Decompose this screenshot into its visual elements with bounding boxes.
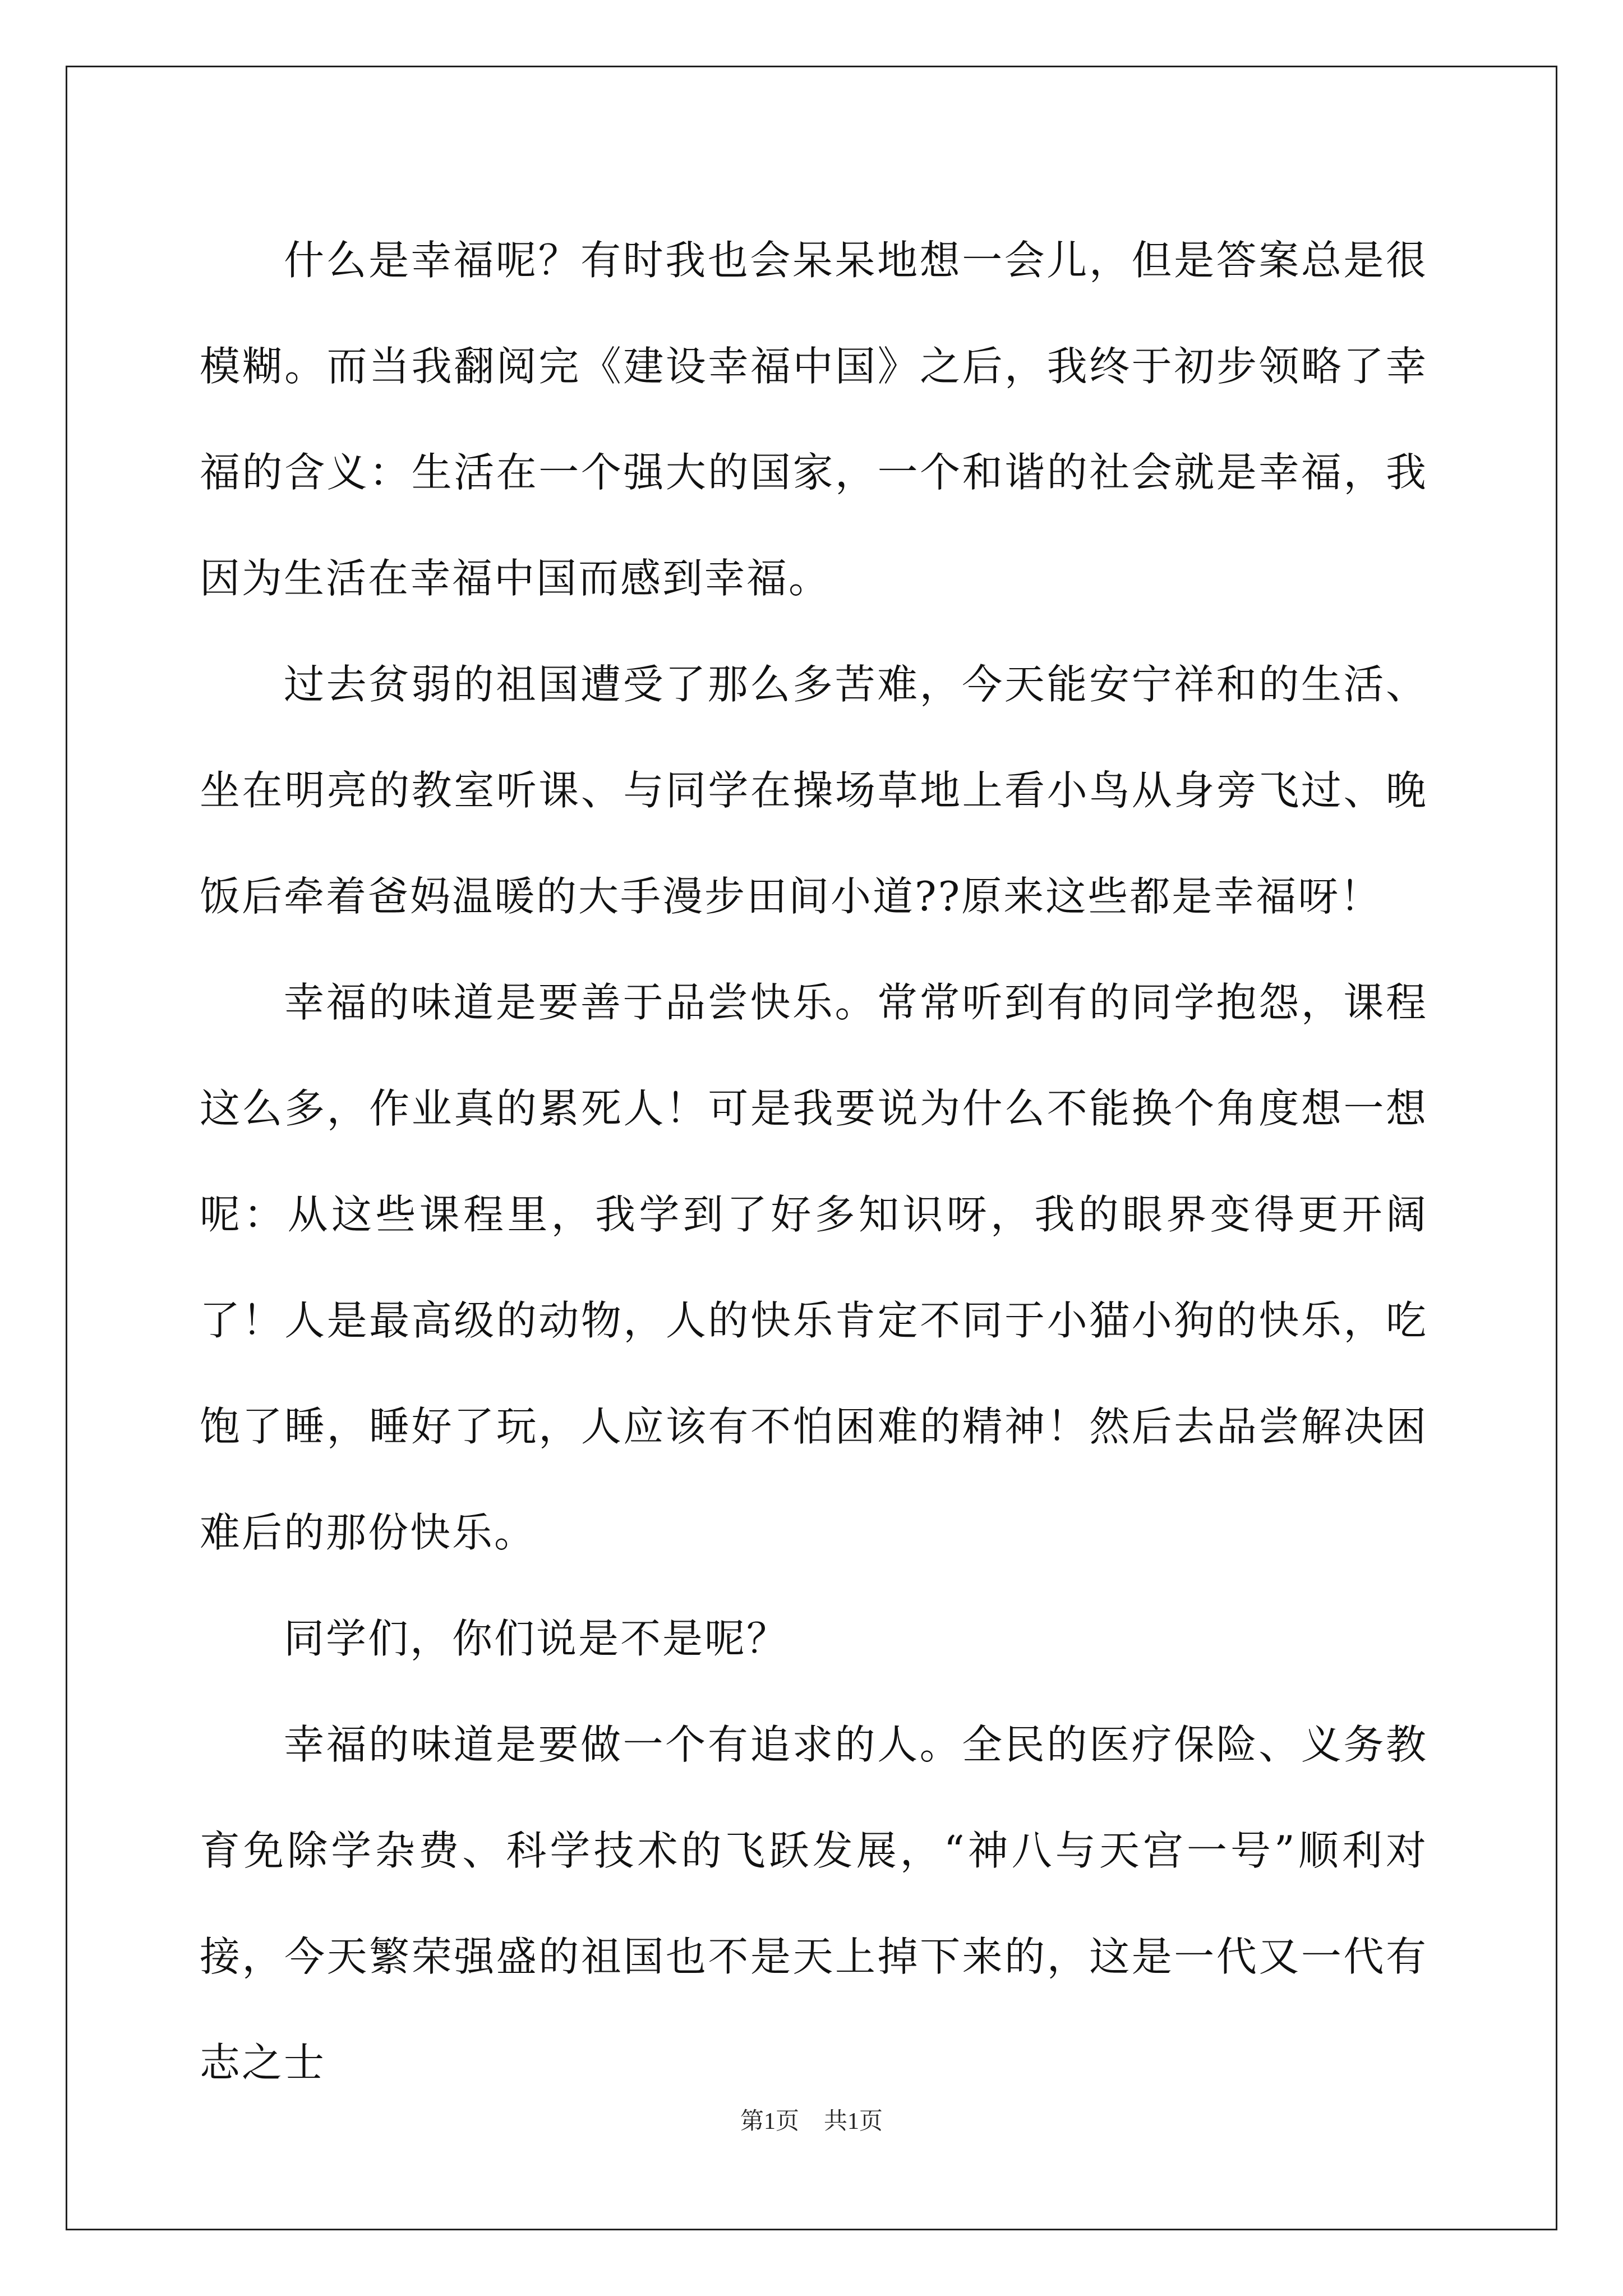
paragraph: 同学们，你们说是不是呢？ (284, 1615, 789, 1662)
paragraph: 过去贫弱的祖国遭受了那么多苦难，今天能安宁祥和的生活、坐在明亮的教室听课、与同学在操场草地上看小鸟从身旁飞过、晚饭后牵着爸妈温暖的大手漫步田间小道??原来这些都是幸福呀！ (200, 661, 1428, 920)
paragraph: 幸福的味道是要善于品尝快乐。常常听到有的同学抱怨，课程这么多，作业真的累死人！可是我要说为什么不能换个角度想一想呢：从这些课程里，我学到了好多知识呀，我的眼界变得更开阔了！人是最高级的动物，人的快乐肯定不同于小猫小狗的快乐，吃饱了睡，睡好了玩，人应该有不怕困难的精神！然后去品尝解决困难后的那份快乐。 (200, 979, 1428, 1556)
paragraph: 什么是幸福呢？有时我也会呆呆地想一会儿，但是答案总是很模糊。而当我翻阅完《建设幸福中国》之后，我终于初步领略了幸福的含义：生活在一个强大的国家，一个和谐的社会就是幸福，我因为生活在幸福中国而感到幸福。 (200, 237, 1428, 602)
document-body (200, 208, 1428, 2116)
page-footer (0, 2102, 1623, 2136)
paragraph: 幸福的味道是要做一个有追求的人。全民的医疗保险、义务教育免除学杂费、科学技术的飞跃发展，“神八与天宫一号”顺利对接，今天繁荣强盛的祖国也不是天上掉下来的，这是一代又一代有志之士 (200, 1721, 1428, 2086)
page-total: 共1页 (824, 2109, 883, 2134)
page-number: 第1页 (740, 2109, 799, 2134)
